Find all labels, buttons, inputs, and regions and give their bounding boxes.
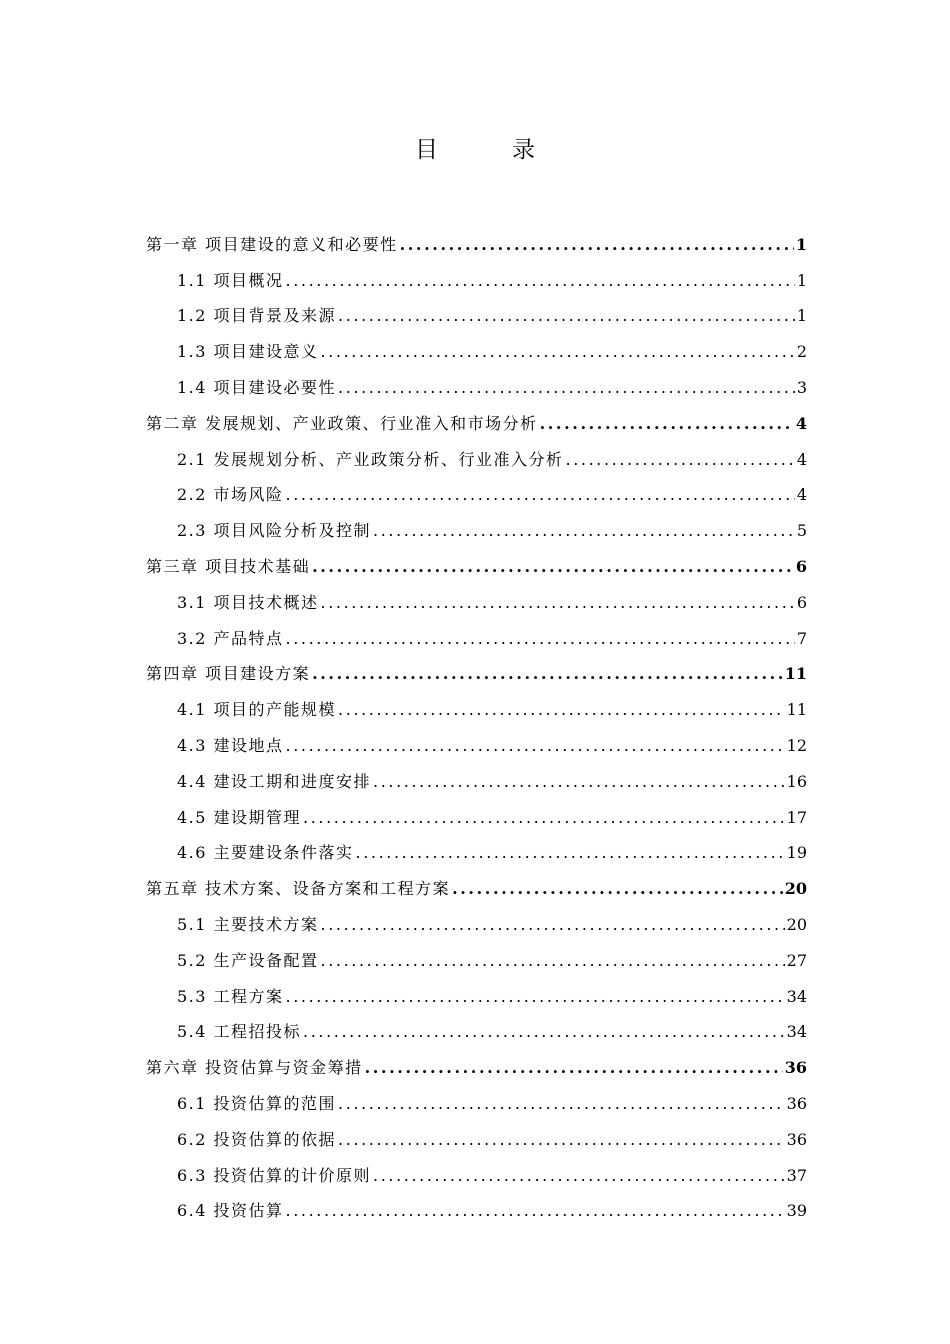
toc-entry-page-number: 36 <box>786 1093 807 1113</box>
toc-entry-page-number: 17 <box>786 807 807 827</box>
toc-entry-page-number: 3 <box>796 377 807 397</box>
toc-section-entry[interactable] <box>146 685 807 721</box>
toc-dot-leader <box>452 878 783 900</box>
toc-entry-label: 4.4 建设工期和进度安排 <box>177 771 372 791</box>
toc-entry-page-number: 34 <box>786 1022 807 1042</box>
toc-entry-page-number: 1 <box>796 270 807 290</box>
toc-dot-leader <box>321 592 795 614</box>
toc-chapter-entry[interactable] <box>146 1043 807 1079</box>
toc-dot-leader <box>286 986 785 1008</box>
title-char-2: 录 <box>512 137 535 163</box>
toc-entry-label: 4.5 建设期管理 <box>177 807 302 827</box>
toc-dot-leader <box>338 699 785 721</box>
toc-dot-leader <box>373 771 785 793</box>
toc-entry-label: 4.6 主要建设条件落实 <box>177 843 354 863</box>
toc-entry-page-number: 11 <box>786 700 807 720</box>
toc-section-entry[interactable] <box>146 614 807 650</box>
toc-section-entry[interactable] <box>146 721 807 757</box>
toc-entry-label: 6.4 投资估算 <box>177 1201 284 1221</box>
toc-entry-page-number: 11 <box>784 664 807 684</box>
toc-chapter-entry[interactable] <box>146 864 807 900</box>
toc-entry-page-number: 5 <box>796 521 807 541</box>
toc-section-entry[interactable] <box>146 757 807 793</box>
toc-entry-label: 4.1 项目的产能规模 <box>177 700 337 720</box>
toc-entry-label: 3.1 项目技术概述 <box>177 592 319 612</box>
toc-dot-leader <box>286 270 795 292</box>
toc-entry-label: 5.3 工程方案 <box>177 986 284 1006</box>
toc-entry-label: 6.3 投资估算的计价原则 <box>177 1165 372 1185</box>
toc-dot-leader <box>321 341 795 363</box>
toc-entry-page-number: 39 <box>786 1201 807 1221</box>
toc-entry-page-number: 19 <box>786 843 807 863</box>
toc-entry-label: 5.4 工程招投标 <box>177 1022 302 1042</box>
toc-entry-page-number: 2 <box>796 342 807 362</box>
toc-entry-page-number: 7 <box>796 628 807 648</box>
toc-entry-label: 6.2 投资估算的依据 <box>177 1129 337 1149</box>
toc-section-entry[interactable] <box>146 327 807 363</box>
toc-entry-label: 3.2 产品特点 <box>177 628 284 648</box>
toc-dot-leader <box>338 1093 785 1115</box>
toc-chapter-entry[interactable] <box>146 650 807 686</box>
toc-entry-page-number: 34 <box>786 986 807 1006</box>
toc-section-entry[interactable] <box>146 972 807 1008</box>
toc-dot-leader <box>321 950 785 972</box>
toc-chapter-entry[interactable] <box>146 399 807 435</box>
toc-entry-label: 1.1 项目概况 <box>177 270 284 290</box>
toc-section-entry[interactable] <box>146 1151 807 1187</box>
toc-dot-leader <box>338 1129 785 1151</box>
toc-section-entry[interactable] <box>146 829 807 865</box>
toc-dot-leader <box>303 807 785 829</box>
toc-section-entry[interactable] <box>146 292 807 328</box>
toc-entry-page-number: 6 <box>796 592 807 612</box>
toc-section-entry[interactable] <box>146 471 807 507</box>
toc-section-entry[interactable] <box>146 900 807 936</box>
table-of-contents <box>146 220 807 1222</box>
toc-dot-leader <box>338 305 795 327</box>
toc-entry-label: 第一章 项目建设的意义和必要性 <box>146 234 398 254</box>
toc-entry-label: 4.3 建设地点 <box>177 735 284 755</box>
toc-entry-page-number: 27 <box>786 950 807 970</box>
toc-chapter-entry[interactable] <box>146 220 807 256</box>
toc-entry-label: 第二章 发展规划、产业政策、行业准入和市场分析 <box>146 413 538 433</box>
toc-entry-page-number: 36 <box>784 1058 807 1078</box>
toc-dot-leader <box>286 628 795 650</box>
toc-entry-label: 5.2 生产设备配置 <box>177 950 319 970</box>
toc-section-entry[interactable] <box>146 793 807 829</box>
toc-entry-label: 1.2 项目背景及来源 <box>177 306 337 326</box>
toc-entry-page-number: 36 <box>786 1129 807 1149</box>
toc-entry-page-number: 16 <box>786 771 807 791</box>
toc-entry-label: 2.1 发展规划分析、产业政策分析、行业准入分析 <box>177 449 564 469</box>
toc-dot-leader <box>286 735 785 757</box>
toc-entry-page-number: 4 <box>795 413 807 433</box>
toc-entry-label: 5.1 主要技术方案 <box>177 914 319 934</box>
toc-entry-page-number: 37 <box>786 1165 807 1185</box>
toc-entry-label: 6.1 投资估算的范围 <box>177 1093 337 1113</box>
page-title <box>0 133 950 167</box>
toc-dot-leader <box>286 484 795 506</box>
toc-dot-leader <box>312 556 794 578</box>
toc-dot-leader <box>338 377 795 399</box>
toc-section-entry[interactable] <box>146 506 807 542</box>
toc-section-entry[interactable] <box>146 256 807 292</box>
title-char-1: 目 <box>415 137 438 163</box>
toc-section-entry[interactable] <box>146 936 807 972</box>
toc-entry-page-number: 1 <box>795 234 807 254</box>
toc-section-entry[interactable] <box>146 1008 807 1044</box>
toc-section-entry[interactable] <box>146 1115 807 1151</box>
toc-dot-leader <box>400 234 794 256</box>
toc-section-entry[interactable] <box>146 1079 807 1115</box>
toc-section-entry[interactable] <box>146 578 807 614</box>
toc-dot-leader <box>373 520 795 542</box>
toc-chapter-entry[interactable] <box>146 542 807 578</box>
toc-dot-leader <box>312 663 783 685</box>
toc-entry-label: 第三章 项目技术基础 <box>146 556 311 576</box>
toc-entry-label: 2.3 项目风险分析及控制 <box>177 521 372 541</box>
toc-dot-leader <box>321 914 785 936</box>
toc-dot-leader <box>356 842 785 864</box>
toc-entry-label: 第五章 技术方案、设备方案和工程方案 <box>146 879 451 899</box>
toc-entry-label: 1.4 项目建设必要性 <box>177 377 337 397</box>
toc-entry-page-number: 1 <box>796 306 807 326</box>
toc-dot-leader <box>303 1021 785 1043</box>
toc-entry-page-number: 4 <box>796 449 807 469</box>
toc-entry-page-number: 6 <box>795 556 807 576</box>
toc-dot-leader <box>540 413 794 435</box>
toc-dot-leader <box>566 449 795 471</box>
toc-entry-page-number: 12 <box>786 735 807 755</box>
toc-section-entry[interactable] <box>146 1187 807 1223</box>
toc-dot-leader <box>365 1057 783 1079</box>
toc-section-entry[interactable] <box>146 435 807 471</box>
toc-dot-leader <box>286 1200 785 1222</box>
toc-entry-page-number: 20 <box>784 879 807 899</box>
toc-entry-page-number: 20 <box>786 914 807 934</box>
toc-entry-label: 1.3 项目建设意义 <box>177 342 319 362</box>
toc-entry-label: 2.2 市场风险 <box>177 485 284 505</box>
toc-section-entry[interactable] <box>146 363 807 399</box>
toc-entry-label: 第六章 投资估算与资金筹措 <box>146 1058 363 1078</box>
toc-entry-page-number: 4 <box>796 485 807 505</box>
toc-dot-leader <box>373 1165 785 1187</box>
toc-entry-label: 第四章 项目建设方案 <box>146 664 311 684</box>
